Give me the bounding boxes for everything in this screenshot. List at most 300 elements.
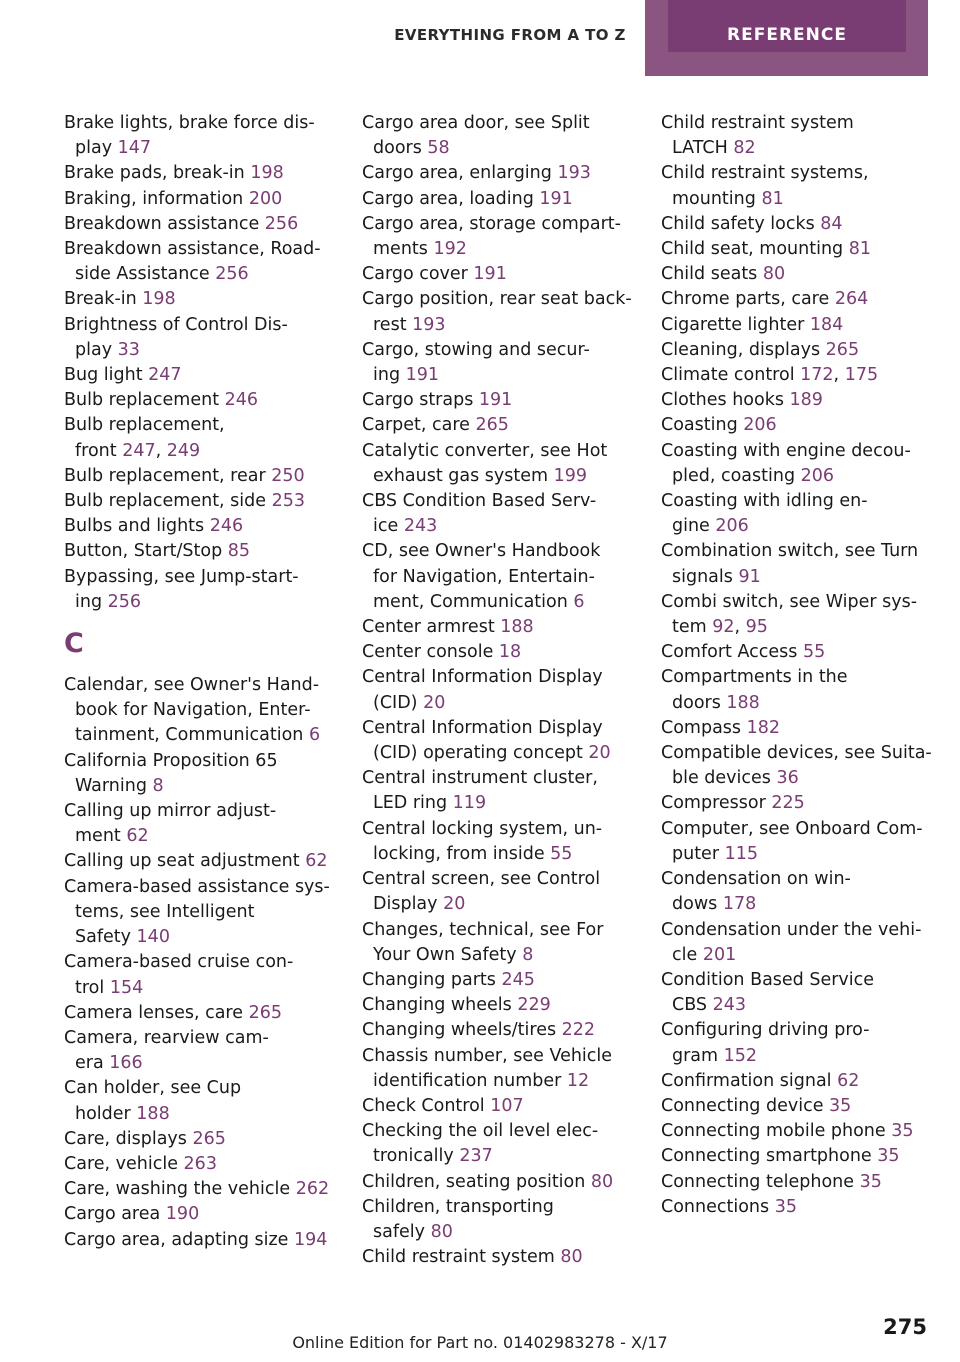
entry-text: Breakdown assistance, Road- <box>64 239 321 260</box>
entry-text: Cargo position, rear seat back- <box>362 289 632 310</box>
entry-text: rest <box>373 314 413 335</box>
entry-text: doors <box>373 138 428 159</box>
page-link[interactable]: 184 <box>809 314 844 335</box>
entry-text: Combi switch, see Wiper sys- <box>661 591 918 612</box>
entry-text: Changes, technical, see For <box>362 919 604 940</box>
entry-text: Connections <box>661 1196 775 1217</box>
entry-text: Checking the oil level elec- <box>362 1121 599 1142</box>
entry-text: California Proposition 65 <box>64 750 278 771</box>
index-entry <box>64 849 344 874</box>
entry-text: (CID) operating concept <box>373 743 589 764</box>
index-entry <box>64 565 344 615</box>
letter-heading: C <box>64 628 84 660</box>
page-link[interactable]: 35 <box>891 1121 914 1142</box>
page-link[interactable]: 262 <box>295 1179 330 1200</box>
page-link[interactable]: 191 <box>478 390 513 411</box>
entry-text: play <box>75 138 118 159</box>
page-link[interactable]: 256 <box>215 264 249 285</box>
index-entry <box>64 539 344 564</box>
entry-text: Cargo area, adapting size <box>64 1229 295 1250</box>
entry-text: Child restraint system <box>362 1247 561 1268</box>
entry-text: CBS <box>672 995 713 1016</box>
entry-text: Chassis number, see Vehicle <box>362 1045 613 1066</box>
index-entry <box>362 262 647 287</box>
index-entry <box>362 187 647 212</box>
page-link[interactable]: 8 <box>152 775 164 796</box>
page-link[interactable]: 152 <box>723 1045 758 1066</box>
page-link[interactable]: 198 <box>142 289 176 310</box>
index-entry <box>64 287 344 312</box>
index-entry: Bulb replacement, front 247, 249 <box>64 415 225 461</box>
entry-text: puter <box>672 843 725 864</box>
entry-text: Bulb replacement <box>64 390 225 411</box>
entry-text: mounting <box>672 188 762 209</box>
entry-text: Central Information Display <box>362 717 603 738</box>
entry-text: locking, from inside <box>373 843 551 864</box>
page-link[interactable]: 20 <box>423 692 446 713</box>
page-link[interactable]: 20 <box>588 743 611 764</box>
page-link[interactable]: 80 <box>590 1171 614 1192</box>
entry-text: Bulb replacement, side <box>64 491 272 512</box>
page-link[interactable]: 206 <box>800 465 835 486</box>
page-link[interactable]: 191 <box>405 365 440 386</box>
entry-text: Coasting <box>661 415 744 436</box>
entry-text: Connecting telephone <box>661 1171 860 1192</box>
page-link[interactable]: 243 <box>712 995 746 1016</box>
entry-text: Central locking system, un- <box>362 818 603 839</box>
entry-text: Camera, rearview cam- <box>64 1027 269 1048</box>
page-link[interactable]: 265 <box>192 1128 226 1149</box>
page-link[interactable]: 62 <box>837 1070 860 1091</box>
page-link[interactable]: 192 <box>433 239 467 260</box>
index-entry <box>362 766 647 816</box>
entry-text: Break-in <box>64 289 143 310</box>
index-entry <box>362 489 647 539</box>
index-entry <box>64 1228 344 1253</box>
index-entry <box>362 817 647 867</box>
entry-text: trol <box>75 977 110 998</box>
entry-text: for Navigation, Entertain- <box>373 566 595 587</box>
page-link[interactable]: 35 <box>829 1095 852 1116</box>
entry-text: Cargo area <box>64 1204 166 1225</box>
index-entry <box>661 741 951 791</box>
page-link[interactable]: 58 <box>427 138 450 159</box>
entry-text: Compatible devices, see Suita- <box>661 743 932 764</box>
index-entry <box>362 1245 647 1270</box>
index-column-1 <box>64 111 344 1253</box>
page-link[interactable]: 6 <box>308 725 321 746</box>
page-link[interactable]: 189 <box>789 390 823 411</box>
page-link[interactable]: 256 <box>107 591 142 612</box>
entry-text: Condensation on win- <box>661 869 851 890</box>
page-link[interactable]: 33 <box>117 339 140 360</box>
entry-text: gram <box>672 1045 724 1066</box>
entry-text: Computer, see Onboard Com- <box>661 818 923 839</box>
index-entry <box>64 875 344 951</box>
page-link[interactable]: 246 <box>224 390 259 411</box>
index-entry <box>64 514 344 539</box>
entry-text: Connecting mobile phone <box>661 1121 892 1142</box>
page-link[interactable]: 175 <box>844 365 879 386</box>
index-column-2 <box>362 111 647 1270</box>
page-link[interactable]: 198 <box>250 163 284 184</box>
page-link[interactable]: 80 <box>762 264 786 285</box>
page-link[interactable]: 182 <box>746 717 781 738</box>
index-entry <box>64 187 344 212</box>
page-link[interactable]: 147 <box>117 138 152 159</box>
index-entry: Climate control 172, 175 <box>661 365 879 386</box>
entry-text: Child seats <box>661 264 763 285</box>
page-link[interactable]: 55 <box>802 642 826 663</box>
page-link[interactable]: 82 <box>733 138 756 159</box>
page-link[interactable]: 247 <box>122 440 156 461</box>
entry-text: Cargo area, storage compart- <box>362 213 621 234</box>
page-link[interactable]: 55 <box>550 843 573 864</box>
page-link[interactable]: 199 <box>553 465 588 486</box>
entry-text: Calling up seat adjustment <box>64 851 306 872</box>
index-entry <box>661 1094 951 1119</box>
index-entry <box>661 1144 951 1169</box>
entry-text: CBS Condition Based Serv- <box>362 491 597 512</box>
page-link[interactable]: 245 <box>501 969 535 990</box>
index-entry <box>362 665 647 715</box>
page-link[interactable]: 80 <box>560 1247 583 1268</box>
page-link[interactable]: 62 <box>126 826 149 847</box>
entry-text: ing <box>373 365 406 386</box>
index-entry <box>362 1018 647 1043</box>
index-entry <box>64 673 344 749</box>
index-entry <box>661 161 951 211</box>
entry-text: Children, seating position <box>362 1171 591 1192</box>
entry-text: side Assistance <box>75 264 216 285</box>
index-entry <box>362 640 647 665</box>
reference-tab-label: REFERENCE <box>668 0 906 52</box>
page-link[interactable]: 193 <box>412 314 446 335</box>
entry-text: CD, see Owner's Handbook <box>362 541 601 562</box>
page-link[interactable]: 264 <box>834 289 869 310</box>
index-entry <box>362 867 647 917</box>
page-link[interactable]: 191 <box>473 264 507 285</box>
index-entry <box>64 489 344 514</box>
entry-text: Compass <box>661 717 747 738</box>
page-link[interactable]: 81 <box>761 188 784 209</box>
index-entry <box>661 439 951 489</box>
entry-text: exhaust gas system <box>373 465 554 486</box>
page-link[interactable]: 249 <box>166 440 201 461</box>
entry-text: ble devices <box>672 768 777 789</box>
index-entry <box>661 1069 951 1094</box>
index-entry <box>362 968 647 993</box>
entry-text: Configuring driving pro- <box>661 1020 870 1041</box>
page-link[interactable]: 18 <box>498 642 522 663</box>
page-number: 275 <box>883 1315 927 1339</box>
page-link[interactable]: 80 <box>430 1221 453 1242</box>
entry-text: Coasting with engine decou- <box>661 440 911 461</box>
entry-text: pled, coasting <box>672 465 801 486</box>
page-link[interactable]: 229 <box>517 995 551 1016</box>
page-link[interactable]: 200 <box>248 188 283 209</box>
entry-text: Camera-based assistance sys- <box>64 876 330 897</box>
entry-text: safely <box>373 1221 431 1242</box>
page-link[interactable]: 35 <box>859 1171 882 1192</box>
index-entry <box>64 161 344 186</box>
page-link[interactable]: 191 <box>539 188 573 209</box>
index-entry <box>661 1119 951 1144</box>
index-entry <box>64 1076 344 1126</box>
entry-text: play <box>75 339 118 360</box>
page-link[interactable]: 265 <box>475 415 509 436</box>
entry-text: Clothes hooks <box>661 390 790 411</box>
index-entry <box>362 539 647 615</box>
page-link[interactable]: 35 <box>774 1196 797 1217</box>
entry-text: Condition Based Service <box>661 969 875 990</box>
entry-text: Cleaning, displays <box>661 339 826 360</box>
entry-text: Child seat, mounting <box>661 239 849 260</box>
page-link[interactable]: 256 <box>264 213 299 234</box>
entry-text: ments <box>373 239 434 260</box>
index-entry <box>64 388 344 413</box>
page-link[interactable]: 172 <box>800 365 834 386</box>
index-entry <box>661 665 951 715</box>
entry-text: front <box>75 440 123 461</box>
entry-text: Safety <box>75 927 137 948</box>
entry-text: Central Information Display <box>362 667 603 688</box>
entry-text: Cargo, stowing and secur- <box>362 339 590 360</box>
entry-text: Center armrest <box>362 617 501 638</box>
entry-text: ment, Communication <box>373 591 574 612</box>
index-entry <box>661 237 951 262</box>
entry-text: Carpet, care <box>362 415 476 436</box>
entry-text: Care, washing the vehicle <box>64 1179 296 1200</box>
page-link[interactable]: 85 <box>227 541 251 562</box>
entry-text: Button, Start/Stop <box>64 541 228 562</box>
page-link[interactable]: 247 <box>148 365 182 386</box>
page-link[interactable]: 193 <box>557 163 591 184</box>
entry-text: Calendar, see Owner's Hand- <box>64 675 320 696</box>
entry-text: era <box>75 1053 110 1074</box>
entry-text: Bulb replacement, rear <box>64 465 272 486</box>
index-entry <box>362 161 647 186</box>
page-link[interactable]: 154 <box>109 977 144 998</box>
page-link[interactable]: 115 <box>724 843 758 864</box>
entry-text: Check Control <box>362 1095 491 1116</box>
index-entry <box>661 413 951 438</box>
index-entry <box>64 212 344 237</box>
page-link[interactable]: 188 <box>726 692 760 713</box>
entry-text: Cargo cover <box>362 264 474 285</box>
entry-text: ing <box>75 591 108 612</box>
index-entry <box>661 1018 951 1068</box>
index-entry <box>661 867 951 917</box>
page-link[interactable]: 140 <box>136 927 170 948</box>
entry-text: tem <box>672 617 713 638</box>
entry-text: Changing parts <box>362 969 502 990</box>
index-entry <box>362 388 647 413</box>
index-entry <box>661 212 951 237</box>
index-entry <box>362 212 647 262</box>
index-entry <box>661 338 951 363</box>
entry-text: Bug light <box>64 365 149 386</box>
entry-text: Warning <box>75 775 153 796</box>
entry-text: Camera lenses, care <box>64 1002 249 1023</box>
entry-text: ice <box>373 516 404 537</box>
entry-text: Bulbs and lights <box>64 516 210 537</box>
entry-text: identification number <box>373 1070 567 1091</box>
index-entry <box>362 1119 647 1169</box>
page-link[interactable]: 95 <box>745 617 768 638</box>
page-link[interactable]: 265 <box>825 339 860 360</box>
page-link[interactable]: 107 <box>490 1095 524 1116</box>
page-link[interactable]: 188 <box>500 617 534 638</box>
entry-text: ment <box>75 826 127 847</box>
page-link[interactable]: 84 <box>820 213 843 234</box>
entry-text: holder <box>75 1103 137 1124</box>
page-link[interactable]: 20 <box>443 894 466 915</box>
entry-text: Bulb replacement, <box>64 415 225 436</box>
page-link[interactable]: 178 <box>722 894 757 915</box>
entry-text: Connecting smartphone <box>661 1146 878 1167</box>
entry-text: Changing wheels <box>362 995 518 1016</box>
page-link[interactable]: 194 <box>294 1229 328 1250</box>
index-entry <box>64 313 344 363</box>
index-entry <box>661 262 951 287</box>
page-link[interactable]: 36 <box>776 768 799 789</box>
entry-text: tainment, Communication <box>75 725 309 746</box>
page-link[interactable]: 243 <box>403 516 438 537</box>
index-entry <box>362 918 647 968</box>
index-entry <box>661 111 951 161</box>
index-entry <box>64 950 344 1000</box>
index-entry <box>661 1170 951 1195</box>
entry-text: Care, displays <box>64 1128 193 1149</box>
page-link[interactable]: 8 <box>522 944 534 965</box>
index-entry <box>362 716 647 766</box>
index-entry: Combi switch, see Wiper sys- tem 92, 95 <box>661 591 918 638</box>
page-link[interactable]: 92 <box>712 617 735 638</box>
entry-text: Breakdown assistance <box>64 213 265 234</box>
page-link[interactable]: 6 <box>573 591 585 612</box>
page-link[interactable]: 91 <box>738 566 761 587</box>
page-link[interactable]: 246 <box>209 516 244 537</box>
index-entry <box>661 388 951 413</box>
index-entry <box>362 413 647 438</box>
index-entry <box>661 1195 951 1220</box>
page-link[interactable]: 62 <box>305 851 328 872</box>
index-entry <box>64 363 344 388</box>
page-link[interactable]: 35 <box>877 1146 900 1167</box>
entry-text: signals <box>672 566 739 587</box>
index-entry <box>64 464 344 489</box>
entry-text: Brake lights, brake force dis- <box>64 113 315 133</box>
entry-text: doors <box>672 692 727 713</box>
index-entry <box>362 993 647 1018</box>
entry-text: Child restraint system <box>661 113 854 133</box>
entry-text: Cargo area, enlarging <box>362 163 558 184</box>
page-link[interactable]: 188 <box>136 1103 170 1124</box>
entry-text: Brake pads, break-in <box>64 163 251 184</box>
reference-tab[interactable] <box>645 0 928 76</box>
index-column-3 <box>661 111 951 1220</box>
entry-text: Display <box>373 894 444 915</box>
index-entry <box>661 539 951 589</box>
page-link[interactable]: 206 <box>715 516 749 537</box>
entry-text: Changing wheels/tires <box>362 1020 562 1041</box>
entry-text: Compressor <box>661 793 772 814</box>
footer-edition: Online Edition for Part no. 01402983278 - X/17 <box>292 1333 668 1352</box>
page-link[interactable]: 263 <box>183 1153 217 1174</box>
page-link[interactable]: 190 <box>165 1204 200 1225</box>
index-entry <box>64 1026 344 1076</box>
page-link[interactable]: 206 <box>743 415 777 436</box>
entry-text: Climate control <box>661 365 801 386</box>
index-entry <box>64 749 344 799</box>
entry-text: Your Own Safety <box>373 944 523 965</box>
index-entry <box>661 287 951 312</box>
index-entry <box>362 111 647 161</box>
entry-text: tems, see Intelligent <box>75 901 255 922</box>
entry-text: gine <box>672 516 716 537</box>
entry-text: (CID) <box>373 692 424 713</box>
page-link[interactable]: 166 <box>109 1053 143 1074</box>
index-entry <box>661 313 951 338</box>
index-entry <box>661 791 951 816</box>
entry-text: Cargo area, loading <box>362 188 540 209</box>
entry-text: cle <box>672 944 703 965</box>
index-entry <box>64 1152 344 1177</box>
entry-text: Central screen, see Control <box>362 869 601 890</box>
index-entry <box>362 1170 647 1195</box>
entry-text: Connecting device <box>661 1095 830 1116</box>
index-entry <box>64 1177 344 1202</box>
entry-text: Cigarette lighter <box>661 314 810 335</box>
page-link[interactable]: 201 <box>702 944 737 965</box>
page-link[interactable]: 81 <box>848 239 872 260</box>
page-link[interactable]: 250 <box>271 465 305 486</box>
index-entry <box>661 489 951 539</box>
entry-text: Catalytic converter, see Hot <box>362 440 608 461</box>
entry-text: Central instrument cluster, <box>362 768 598 789</box>
entry-text: Bypassing, see Jump-start- <box>64 566 299 587</box>
index-entry <box>362 287 647 337</box>
entry-text: Brightness of Control Dis- <box>64 314 288 335</box>
index-entry <box>64 111 344 161</box>
entry-text: Can holder, see Cup <box>64 1078 242 1099</box>
index-entry <box>64 1127 344 1152</box>
entry-text: Condensation under the vehi- <box>661 919 922 940</box>
entry-text: LED ring <box>373 793 453 814</box>
index-entry <box>64 1001 344 1026</box>
entry-text: Braking, information <box>64 188 249 209</box>
page-link[interactable]: 237 <box>459 1146 493 1167</box>
page-link[interactable]: 222 <box>561 1020 596 1041</box>
entry-text: Comfort Access <box>661 642 803 663</box>
page-link[interactable]: 225 <box>771 793 805 814</box>
page-link[interactable]: 265 <box>248 1002 282 1023</box>
entry-text: Center console <box>362 642 499 663</box>
page-link[interactable]: 119 <box>452 793 487 814</box>
entry-text: Confirmation signal <box>661 1070 838 1091</box>
entry-text: Chrome parts, care <box>661 289 835 310</box>
index-entry <box>362 615 647 640</box>
index-entry <box>661 968 951 1018</box>
index-entry <box>661 640 951 665</box>
index-entry <box>362 338 647 388</box>
entry-text: Children, transporting <box>362 1196 554 1217</box>
index-entry <box>362 1094 647 1119</box>
index-entry <box>362 1044 647 1094</box>
page-link[interactable]: 253 <box>271 491 306 512</box>
page-link[interactable]: 12 <box>566 1070 590 1091</box>
